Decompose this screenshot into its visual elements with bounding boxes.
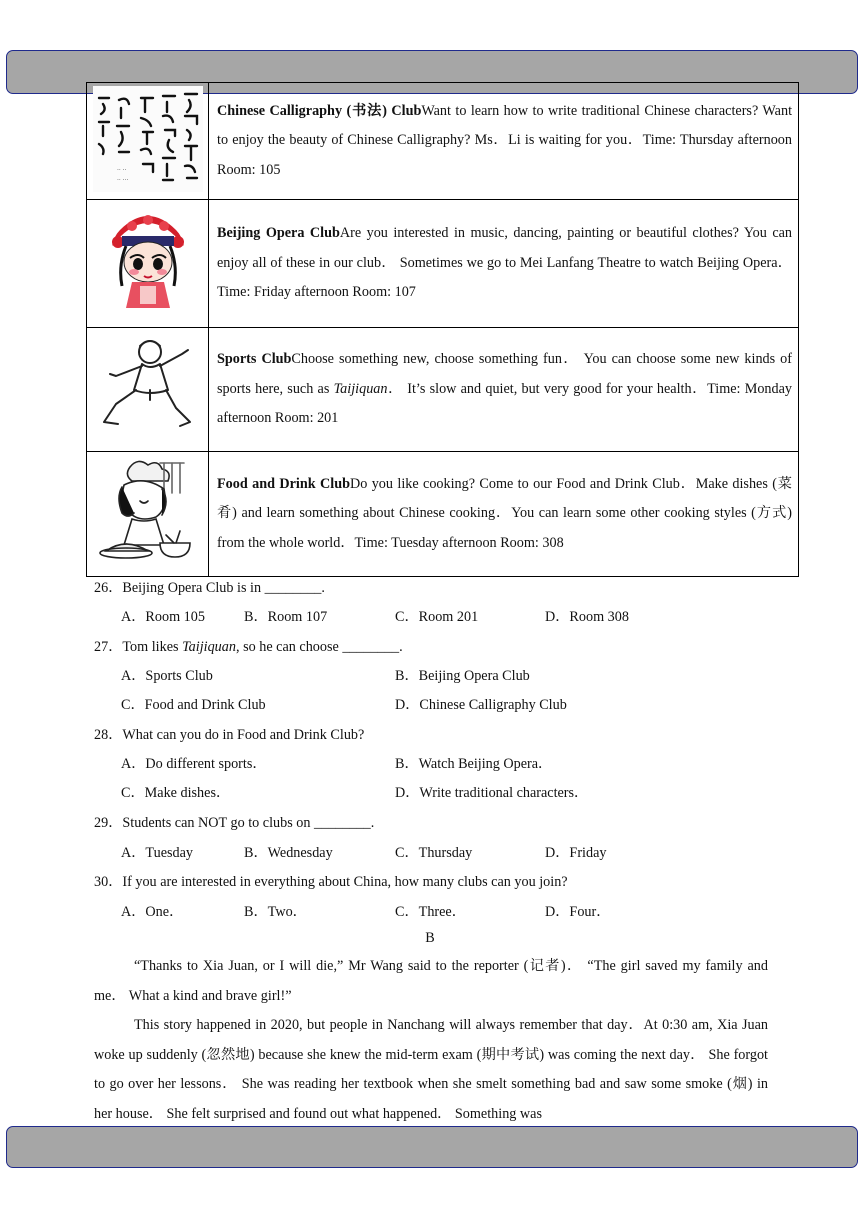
svg-text:·· ··: ·· ··	[116, 166, 127, 174]
q27-option-b[interactable]: B．Beijing Opera Club	[395, 668, 530, 684]
club-text-post: ． It’s slow and quiet, but very good for your health．Time: Monday afternoon Room: 201	[217, 380, 792, 427]
q27-option-d[interactable]: D．Chinese Calligraphy Club	[395, 697, 567, 713]
question-30: 30．If you are interested in everything about China, how many clubs can you join?	[94, 874, 568, 890]
calligraphy-scroll-icon	[93, 86, 203, 192]
q29-option-d[interactable]: D．Friday	[545, 845, 607, 861]
q29-option-b[interactable]: B．Wednesday	[244, 845, 333, 861]
question-27-pre: 27．Tom likes	[94, 639, 183, 655]
question-27-post: , so he can choose ________.	[235, 639, 403, 655]
club-name: Food and Drink Club	[217, 475, 350, 492]
calligraphy-image-cell	[87, 83, 209, 200]
q26-option-c[interactable]: C．Room 201	[395, 609, 479, 625]
question-27	[94, 636, 403, 656]
q29-option-a[interactable]: A．Tuesday	[121, 845, 193, 861]
clubs-table	[86, 82, 799, 577]
club-text-emphasis: Taijiquan	[333, 380, 388, 397]
food-image-cell	[87, 452, 209, 577]
question-28: 28．What can you do in Food and Drink Club?	[94, 727, 365, 743]
club-text: Are you interested in music, dancing, painting or beautiful clothes? You can enjoy all of these in our club． Sometimes we go to Mei Lanfang Theatre to watch Beijing Opera．Time: Friday afternoon Room: 107	[217, 225, 793, 301]
calligraphy-club-description	[209, 83, 799, 200]
q29-option-c[interactable]: C．Thursday	[395, 845, 473, 861]
taiji-figure-icon	[96, 332, 200, 442]
question-26: 26．Beijing Opera Club is in ________.	[94, 580, 325, 596]
club-name: Sports Club	[217, 351, 292, 368]
passage-paragraph-1: “Thanks to Xia Juan, or I will die,” Mr Wang said to the reporter (记者)． “The girl saved my family and me． What a kind and brave girl!”	[94, 958, 768, 1004]
q30-option-b[interactable]: B．Two．	[244, 904, 307, 920]
opera-image-cell	[87, 200, 209, 328]
sports-image-cell	[87, 328, 209, 452]
q26-option-a[interactable]: A．Room 105	[121, 609, 205, 625]
question-27-emphasis: Taijiquan	[182, 639, 236, 655]
q28-option-c[interactable]: C．Make dishes．	[121, 785, 231, 801]
svg-text:·· ···: ·· ···	[116, 176, 128, 184]
sports-club-description	[209, 328, 799, 452]
club-text-pre: Choose something new, choose something fun． You can choose some new kinds of sports here, such as	[217, 351, 792, 397]
club-text: Want to learn how to write traditional Chinese characters? Want to enjoy the beauty of Chinese Calligraphy? Ms．Li is waiting for you．Time: Thursday afternoon Room: 105	[217, 102, 793, 178]
q26-option-b[interactable]: B．Room 107	[244, 609, 328, 625]
q30-option-c[interactable]: C．Three．	[395, 904, 466, 920]
table-row	[87, 83, 799, 200]
q28-option-d[interactable]: D．Write traditional characters．	[395, 785, 589, 801]
table-row	[87, 328, 799, 452]
passage-paragraph-2: This story happened in 2020, but people in Nanchang will always remember that day．At 0:30 am, Xia Juan woke up suddenly (忽然地) because she knew the mid-term exam (期中考试) was coming the next day． She forgot to go over her lessons． She was reading her textbook when she smelt something bad and saw some smoke (烟) in her house． She felt surprised and found out what happened． Something was	[94, 1017, 768, 1122]
q28-option-b[interactable]: B．Watch Beijing Opera．	[395, 756, 553, 772]
club-name: Beijing Opera Club	[217, 225, 340, 242]
club-name: Chinese Calligraphy (书法) Club	[217, 102, 422, 119]
q30-option-d[interactable]: D．Four．	[545, 904, 611, 920]
table-row	[87, 200, 799, 328]
q27-option-a[interactable]: A．Sports Club	[121, 668, 213, 684]
question-29: 29．Students can NOT go to clubs on ________.	[94, 815, 375, 831]
q28-option-a[interactable]: A．Do different sports．	[121, 756, 267, 772]
q27-option-c[interactable]: C．Food and Drink Club	[121, 697, 266, 713]
food-club-description	[209, 452, 799, 577]
section-heading: B	[425, 930, 435, 946]
q30-option-a[interactable]: A．One．	[121, 904, 184, 920]
opera-club-description	[209, 200, 799, 328]
chef-figure-icon	[94, 457, 202, 567]
table-row	[87, 452, 799, 577]
footer-bar	[6, 1126, 858, 1168]
club-text: Do you like cooking? Come to our Food and Drink Club．Make dishes (菜肴) and learn something about Chinese cooking．You can learn some other cooking styles (方式) from the whole world．Time: Tuesday afternoon Room: 308	[217, 475, 792, 551]
q26-option-d[interactable]: D．Room 308	[545, 609, 629, 625]
opera-figure-icon	[102, 206, 194, 316]
